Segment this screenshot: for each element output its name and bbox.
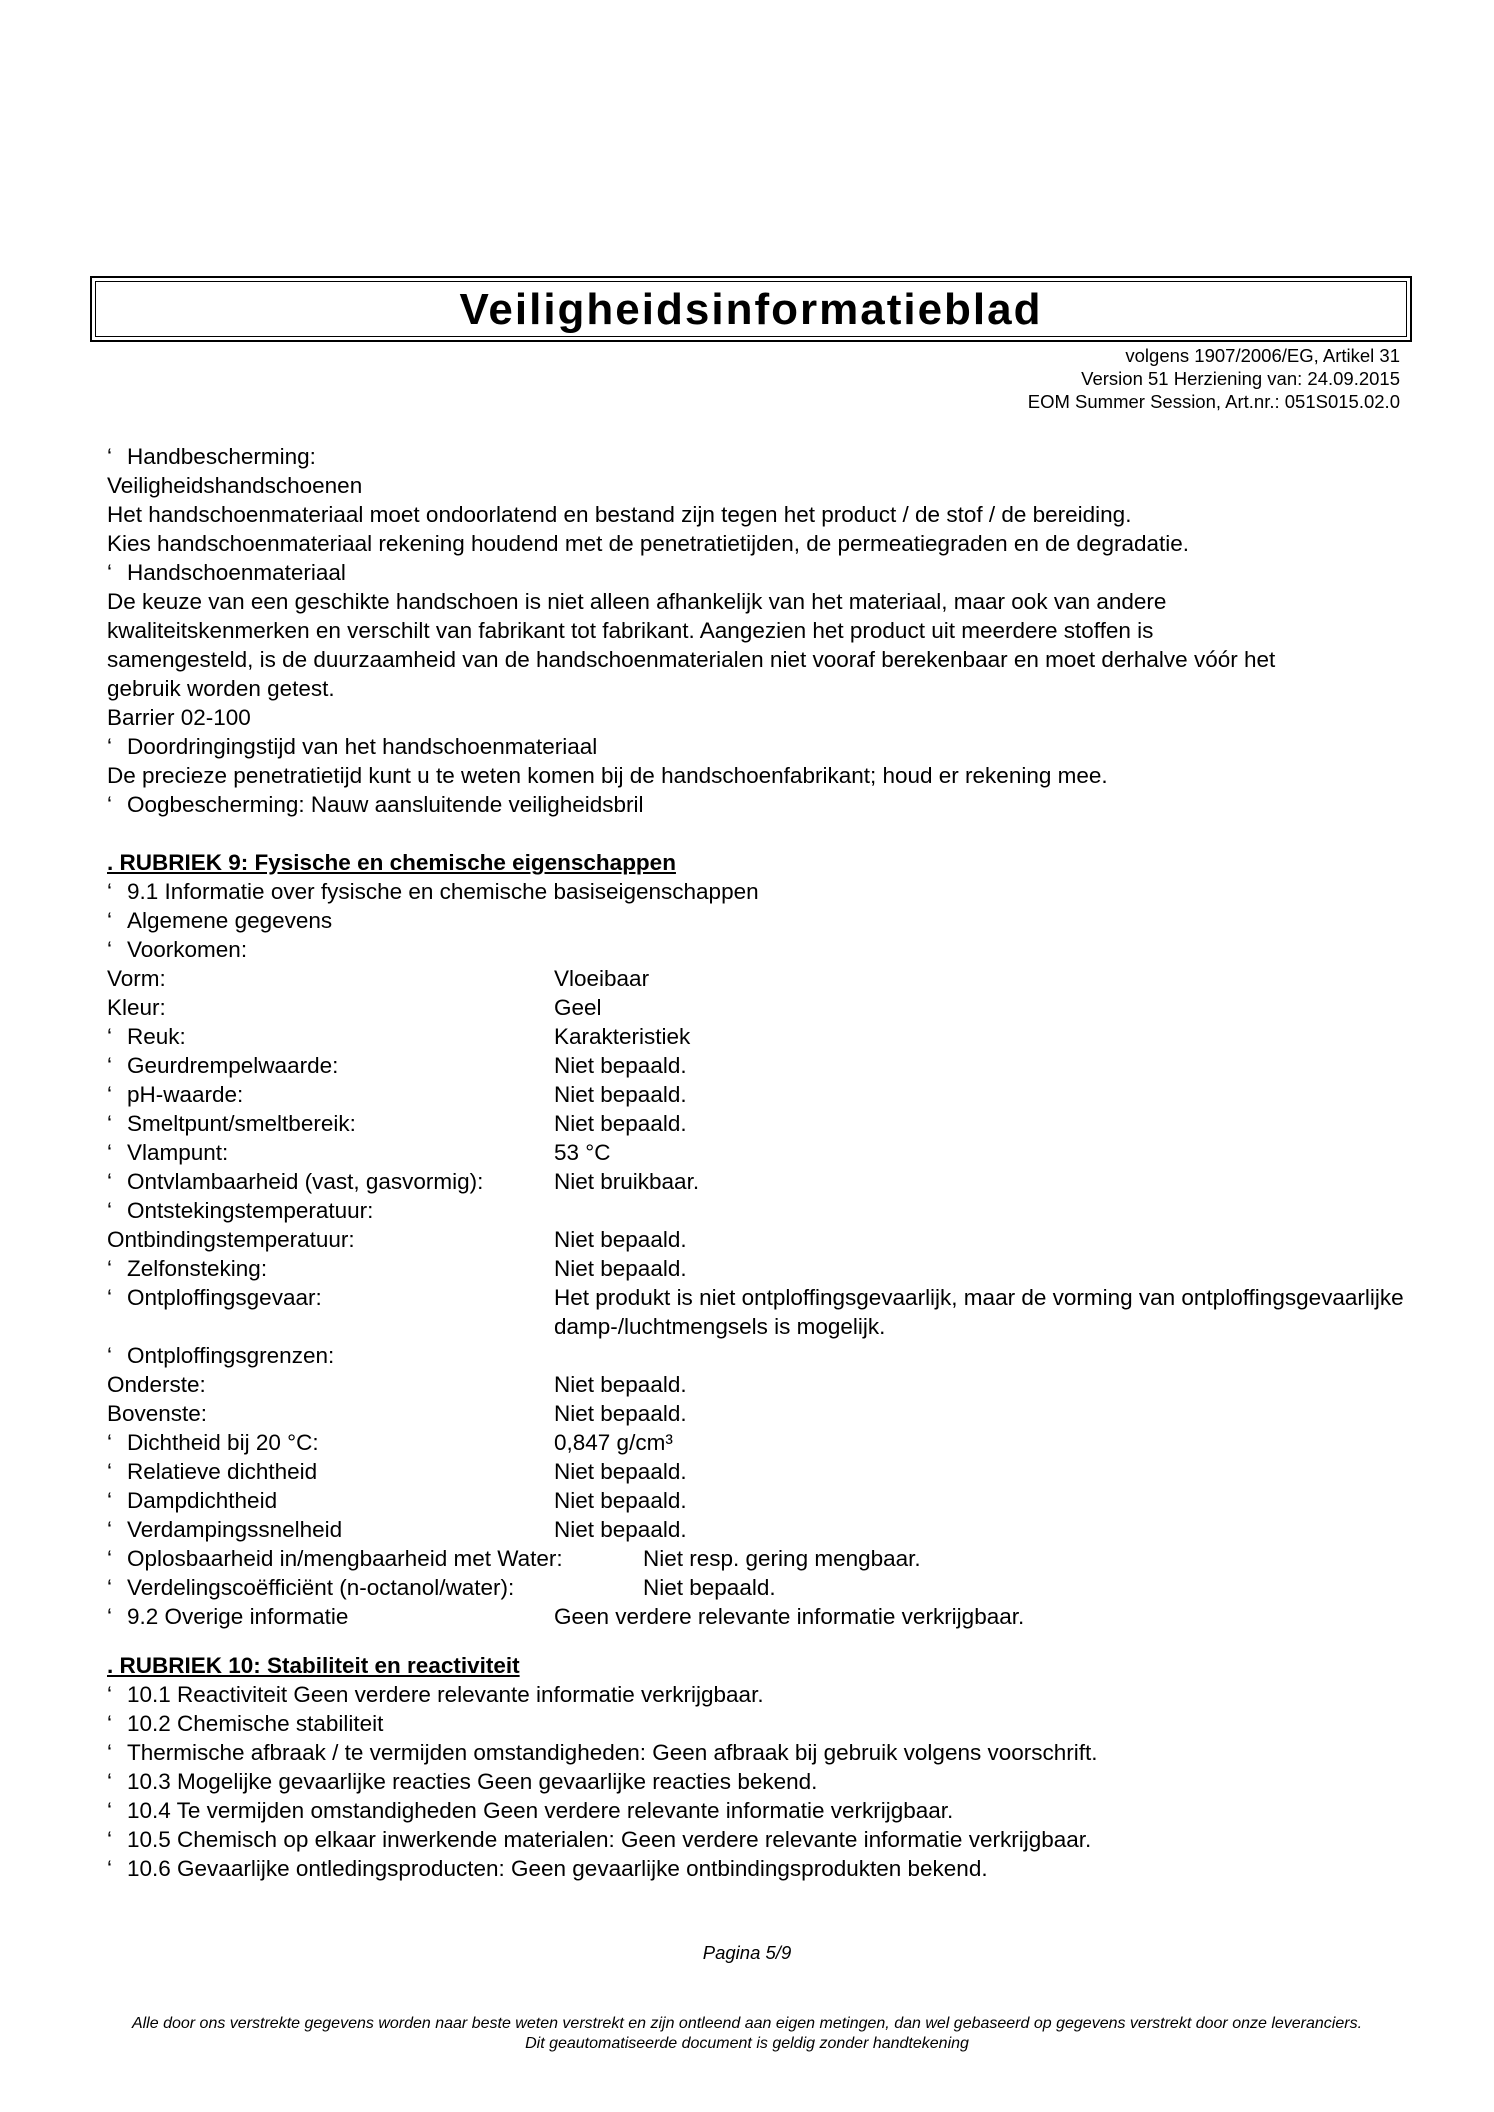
property-row bbox=[107, 1283, 1407, 1341]
section-10-line: ‘ 10.2 Chemische stabiliteit bbox=[107, 1711, 384, 1736]
property-label: Bovenste: bbox=[107, 1401, 208, 1426]
property-value: Karakteristiek bbox=[554, 1024, 691, 1049]
section-10-line: ‘ 10.6 Gevaarlijke ontledingsproducten: Geen gevaarlijke ontbindingsprodukten bekend. bbox=[107, 1856, 988, 1881]
property-value: Niet bepaald. bbox=[554, 1459, 687, 1484]
property-value: Geel bbox=[554, 995, 602, 1020]
property-label: ‘ Zelfonsteking: bbox=[107, 1256, 268, 1281]
property-label: ‘ pH-waarde: bbox=[107, 1082, 244, 1107]
section-10-line: ‘ 10.1 Reactiviteit Geen verdere relevante informatie verkrijgbaar. bbox=[107, 1682, 764, 1707]
property-label: ‘ Dampdichtheid bbox=[107, 1488, 278, 1513]
footer-disclaimer: Alle door ons verstrekte gegevens worden naar beste weten verstrekt en zijn ontleend aan eigen metingen, dan wel gebaseerd op gegevens verstrekt door onze leveranciers. bbox=[131, 2015, 1363, 2032]
property-row bbox=[107, 1341, 1407, 1370]
section-9-subheading: ‘ Voorkomen: bbox=[107, 937, 248, 962]
property-label: ‘ Vlampunt: bbox=[107, 1140, 229, 1165]
hand-protection-label: ‘ Handbescherming: bbox=[107, 444, 316, 469]
section-10-line: ‘ 10.5 Chemisch op elkaar inwerkende materialen: Geen verdere relevante informatie verkrijgbaar. bbox=[107, 1827, 1092, 1852]
property-row bbox=[107, 1486, 1407, 1515]
barrier-line: Barrier 02-100 bbox=[107, 705, 251, 730]
page-number: Pagina 5/9 bbox=[702, 1942, 792, 1963]
paragraph: Kies handschoenmateriaal rekening houdend met de penetratietijden, de permeatiegraden en de degradatie. bbox=[107, 531, 1190, 556]
glove-material-label: ‘ Handschoenmateriaal bbox=[107, 560, 346, 585]
section-10-line: ‘ 10.4 Te vermijden omstandigheden Geen verdere relevante informatie verkrijgbaar. bbox=[107, 1798, 954, 1823]
property-label: ‘ Ontvlambaarheid (vast, gasvormig): bbox=[107, 1169, 484, 1194]
property-value: Niet bepaald. bbox=[554, 1111, 687, 1136]
title-box bbox=[90, 276, 1412, 342]
document-body bbox=[107, 442, 1407, 1883]
property-value: Vloeibaar bbox=[554, 966, 650, 991]
property-row bbox=[107, 1138, 1407, 1167]
property-label: Kleur: bbox=[107, 995, 166, 1020]
property-label: ‘ Verdampingssnelheid bbox=[107, 1517, 343, 1542]
document-title: Veiligheidsinformatieblad bbox=[459, 285, 1043, 334]
penetration-label: ‘ Doordringingstijd van het handschoenmateriaal bbox=[107, 734, 598, 759]
property-row bbox=[107, 1399, 1407, 1428]
section-10-line: ‘ Thermische afbraak / te vermijden omstandigheden: Geen afbraak bij gebruik volgens voorschrift. bbox=[107, 1740, 1098, 1765]
section-9-subheading: ‘ 9.1 Informatie over fysische en chemische basiseigenschappen bbox=[107, 879, 759, 904]
property-label: ‘ Ontstekingstemperatuur: bbox=[107, 1198, 374, 1223]
property-row bbox=[107, 1428, 1407, 1457]
property-label: ‘ Ontploffingsgevaar: bbox=[107, 1285, 322, 1310]
property-label: Ontbindingstemperatuur: bbox=[107, 1227, 355, 1252]
property-label: Onderste: bbox=[107, 1372, 206, 1397]
footer-signature-note: Dit geautomatiseerde document is geldig zonder handtekening bbox=[525, 2035, 969, 2052]
footer bbox=[120, 2014, 1374, 2054]
property-label: ‘ Smeltpunt/smeltbereik: bbox=[107, 1111, 356, 1136]
document-meta bbox=[1028, 344, 1400, 413]
property-value: 0,847 g/cm³ bbox=[554, 1430, 673, 1455]
paragraph: De precieze penetratietijd kunt u te weten komen bij de handschoenfabrikant; houd er rekening mee. bbox=[107, 763, 1108, 788]
property-row bbox=[107, 1080, 1407, 1109]
property-value: Niet bepaald. bbox=[554, 1082, 687, 1107]
property-label: ‘ Dichtheid bij 20 °C: bbox=[107, 1430, 319, 1455]
section-9-heading: . RUBRIEK 9: Fysische en chemische eigenschappen bbox=[107, 850, 676, 875]
section-10-heading: . RUBRIEK 10: Stabiliteit en reactiviteit bbox=[107, 1653, 520, 1678]
property-row bbox=[107, 1225, 1407, 1254]
property-row bbox=[107, 993, 1407, 1022]
property-value: Niet bepaald. bbox=[554, 1256, 687, 1281]
regulation-line: volgens 1907/2006/EG, Artikel 31 bbox=[1125, 345, 1400, 366]
property-row bbox=[107, 1109, 1407, 1138]
paragraph: De keuze van een geschikte handschoen is niet alleen afhankelijk van het materiaal, maar ook van andere kwaliteitskenmerken en verschilt van fabrikant tot fabrikant. Aangezien het product uit meerdere stoffen is samengesteld, is de duurzaamheid van de handschoenmaterialen niet vooraf berekenbaar en moet derhalve vóór het gebruik worden getest. bbox=[107, 589, 1276, 701]
version-line: Version 51 Herziening van: 24.09.2015 bbox=[1081, 368, 1400, 389]
paragraph: Het handschoenmateriaal moet ondoorlatend en bestand zijn tegen het product / de stof / de bereiding. bbox=[107, 502, 1132, 527]
property-row: ‘ Oplosbaarheid in/mengbaarheid met Water: Niet resp. gering mengbaar. bbox=[107, 1546, 921, 1571]
property-value: Niet bruikbaar. bbox=[554, 1169, 700, 1194]
property-row bbox=[107, 1051, 1407, 1080]
property-value: Niet bepaald. bbox=[554, 1053, 687, 1078]
properties-table bbox=[107, 964, 1407, 1544]
section-9-subheading: ‘ Algemene gegevens bbox=[107, 908, 333, 933]
property-value bbox=[554, 1341, 1407, 1370]
property-row bbox=[107, 1515, 1407, 1544]
property-value: Niet bepaald. bbox=[554, 1401, 687, 1426]
property-row bbox=[107, 1022, 1407, 1051]
property-row bbox=[107, 1370, 1407, 1399]
property-value: Niet bepaald. bbox=[554, 1372, 687, 1397]
property-row bbox=[107, 964, 1407, 993]
property-row: ‘ 9.2 Overige informatie Geen verdere relevante informatie verkrijgbaar. bbox=[107, 1604, 1025, 1629]
property-value: Niet bepaald. bbox=[554, 1227, 687, 1252]
property-value: Niet bepaald. bbox=[554, 1517, 687, 1542]
eye-protection-line: ‘ Oogbescherming: Nauw aansluitende veiligheidsbril bbox=[107, 792, 644, 817]
product-line: EOM Summer Session, Art.nr.: 051S015.02.0 bbox=[1027, 391, 1400, 412]
property-label: ‘ Ontploffingsgrenzen: bbox=[107, 1343, 335, 1368]
property-label: Vorm: bbox=[107, 966, 166, 991]
gloves-line: Veiligheidshandschoenen bbox=[107, 473, 363, 498]
property-value: Niet bepaald. bbox=[554, 1488, 687, 1513]
property-label: ‘ Geurdrempelwaarde: bbox=[107, 1053, 339, 1078]
property-row bbox=[107, 1167, 1407, 1196]
property-label: ‘ Reuk: bbox=[107, 1024, 186, 1049]
property-row bbox=[107, 1254, 1407, 1283]
section-10-line: ‘ 10.3 Mogelijke gevaarlijke reacties Geen gevaarlijke reacties bekend. bbox=[107, 1769, 818, 1794]
property-label: ‘ Relatieve dichtheid bbox=[107, 1459, 318, 1484]
property-value: Het produkt is niet ontploffingsgevaarlijk, maar de vorming van ontploffingsgevaarlijke damp-/luchtmengsels is mogelijk. bbox=[554, 1285, 1404, 1339]
property-value bbox=[554, 1196, 1407, 1225]
property-row bbox=[107, 1457, 1407, 1486]
property-row bbox=[107, 1196, 1407, 1225]
property-row: ‘ Verdelingscoëfficiënt (n-octanol/water): Niet bepaald. bbox=[107, 1575, 776, 1600]
property-value: 53 °C bbox=[554, 1140, 611, 1165]
